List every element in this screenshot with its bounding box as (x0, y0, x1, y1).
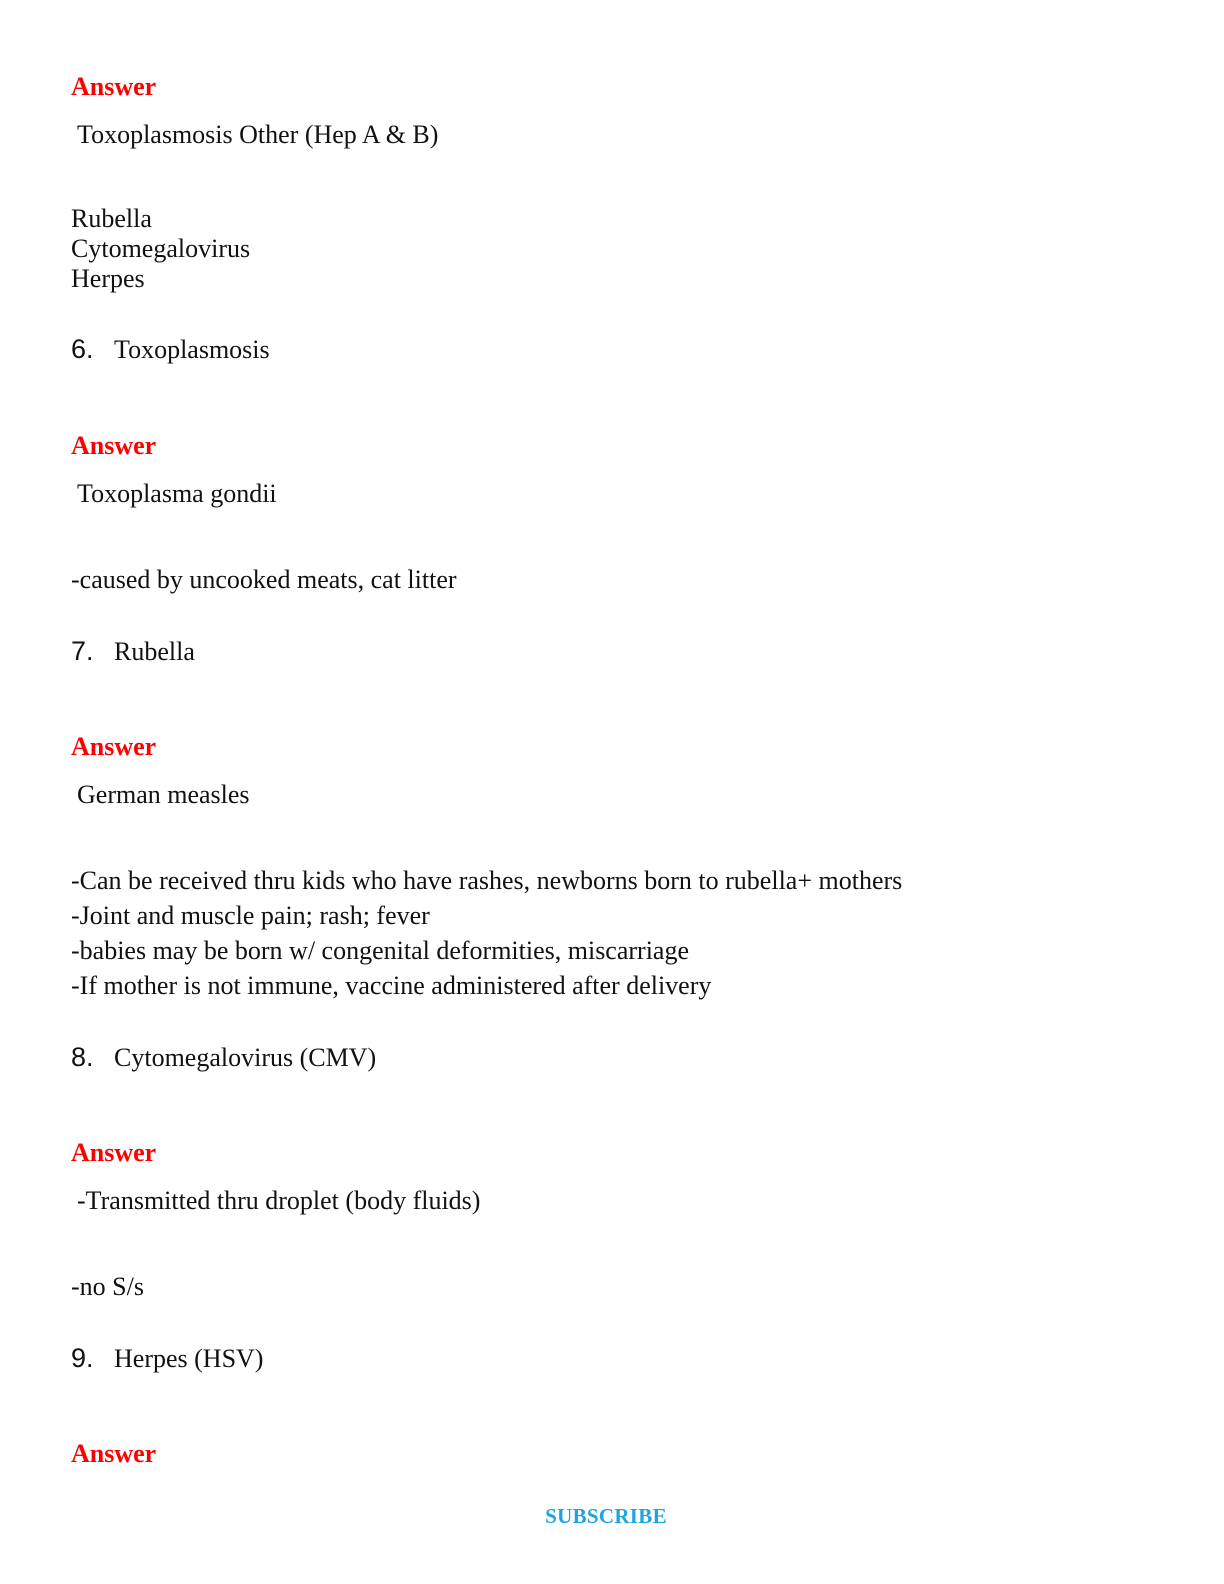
question-number: 6. (71, 334, 94, 364)
question-item (71, 334, 270, 365)
question-title: Toxoplasmosis (114, 335, 270, 364)
detail-line: -Can be received thru kids who have rashes, newborns born to rubella+ mothers (71, 866, 903, 895)
answer-text: Toxoplasmosis Other (Hep A & B) (77, 120, 439, 149)
question-item (71, 1343, 263, 1374)
detail-line: -no S/s (71, 1272, 144, 1301)
detail-line: -Joint and muscle pain; rash; fever (71, 901, 430, 930)
subscribe-link[interactable]: SUBSCRIBE (545, 1504, 667, 1528)
answer-text: -Transmitted thru droplet (body fluids) (77, 1186, 481, 1215)
question-number: 9. (71, 1343, 94, 1373)
answer-heading: Answer (71, 732, 157, 761)
detail-line: -If mother is not immune, vaccine administered after delivery (71, 971, 712, 1000)
detail-line: Rubella (71, 204, 152, 233)
answer-text: Toxoplasma gondii (77, 479, 277, 508)
answer-heading: Answer (71, 1439, 157, 1468)
answer-text: German measles (77, 780, 250, 809)
question-number: 7. (71, 636, 94, 666)
answer-heading: Answer (71, 72, 157, 101)
question-title: Herpes (HSV) (114, 1344, 264, 1373)
detail-line: Herpes (71, 264, 145, 293)
question-title: Cytomegalovirus (CMV) (114, 1043, 377, 1072)
detail-line: -caused by uncooked meats, cat litter (71, 565, 457, 594)
question-number: 8. (71, 1042, 94, 1072)
question-title: Rubella (114, 637, 195, 666)
answer-heading: Answer (71, 431, 157, 460)
detail-line: Cytomegalovirus (71, 234, 251, 263)
question-item (71, 636, 195, 667)
detail-line: -babies may be born w/ congenital deformities, miscarriage (71, 936, 690, 965)
question-item (71, 1042, 376, 1073)
answer-heading: Answer (71, 1138, 157, 1167)
